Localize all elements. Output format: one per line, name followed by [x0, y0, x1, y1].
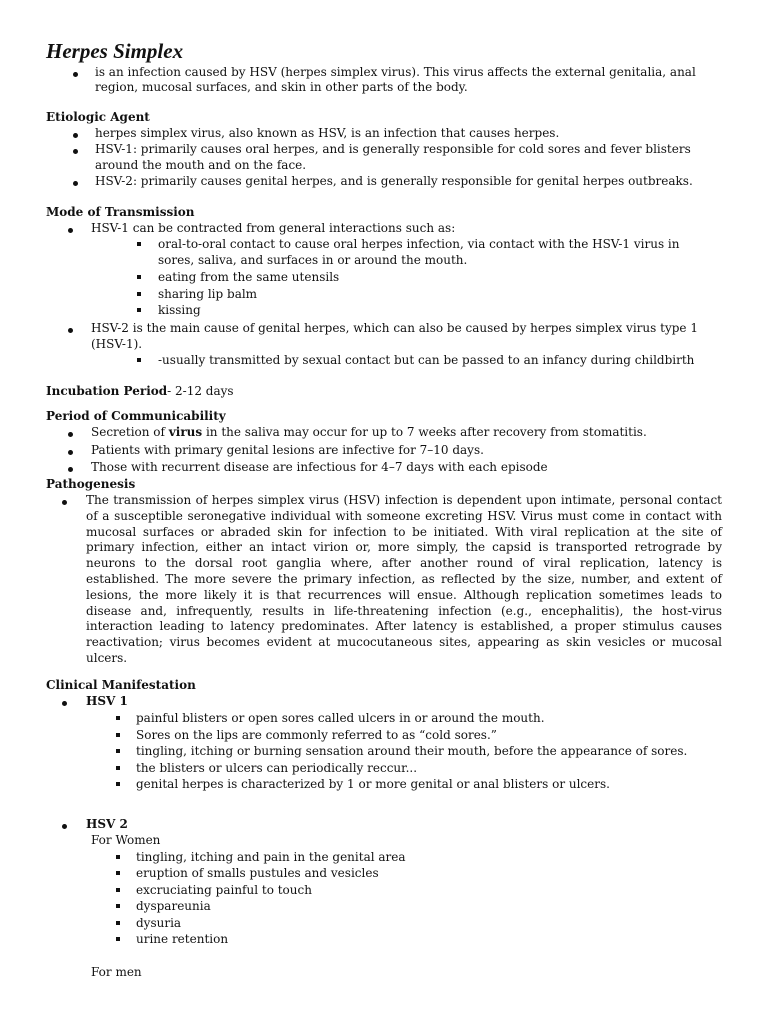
clinical-hsv1-item: tingling, itching or burning sensation around their mouth, before the appearance of sores. [136, 744, 688, 758]
bullet-square [137, 308, 141, 312]
bullet-square [116, 904, 120, 908]
clinical-women-item: dyspareunia [136, 899, 211, 913]
pathogenesis-paragraph: The transmission of herpes simplex virus (HSV) infection is dependent upon intimate, personal contact of a susceptible seronegative individual with someone excreting HSV. Virus must come in contact with mucosal surfaces or abraded skin for infection to be initiated. With viral replication at the site of primary infection, either an intact virion or, more simply, the capsid is transported retrograde by neurons to the dorsal root ganglia where, after another round of viral replication, latency is established. The more severe the primary infection, as reflected by the size, number, and extent of lesions, the more likely it is that recurrences will ensue. Although replication sometimes leads to disease and, infrequently, results in life-threatening infection (e.g., encephalitis), the host-virus interaction leading to latency predominates. After latency is established, a proper stimulus causes reactivation; virus becomes evident at mucocutaneous sites, appearing as skin vesicles or mucosal ulcers. [86, 493, 722, 665]
bullet-dot [68, 432, 73, 437]
communicability-item-3: Those with recurrent disease are infectious for 4–7 days with each episode [91, 460, 548, 474]
bullet-square [116, 855, 120, 859]
bullet-square [116, 888, 120, 892]
etiologic-heading: Etiologic Agent [46, 110, 150, 124]
etiologic-item-3: HSV-2: primarily causes genital herpes, and is generally responsible for genital herpes outbreaks. [95, 174, 693, 188]
bullet-dot [68, 228, 73, 233]
transmission-heading: Mode of Transmission [46, 205, 195, 219]
clinical-heading: Clinical Manifestation [46, 678, 196, 692]
bullet-square [137, 242, 141, 246]
communicability-item-1-c: in the saliva may occur for up to 7 weeks after recovery from stomatitis. [202, 425, 647, 439]
clinical-hsv1-label: HSV 1 [86, 694, 128, 708]
bullet-square [116, 749, 120, 753]
clinical-men-label: For men [91, 965, 142, 979]
communicability-item-1-b: virus [168, 425, 203, 439]
incubation-heading: Incubation Period [46, 384, 168, 398]
clinical-women-item: excruciating painful to touch [136, 883, 312, 897]
bullet-square [116, 716, 120, 720]
bullet-square [116, 937, 120, 941]
bullet-dot [62, 500, 67, 505]
bullet-square [116, 871, 120, 875]
bullet-dot [62, 701, 67, 706]
clinical-hsv1-item: painful blisters or open sores called ulcers in or around the mouth. [136, 711, 545, 725]
clinical-hsv1-item: genital herpes is characterized by 1 or more genital or anal blisters or ulcers. [136, 777, 610, 791]
intro-line-1: is an infection caused by HSV (herpes simplex virus). This virus affects the external genitalia, anal [95, 65, 696, 79]
etiologic-item-2-line-1: HSV-1: primarily causes oral herpes, and is generally responsible for cold sores and fever blisters [95, 142, 691, 156]
bullet-square [137, 358, 141, 362]
etiologic-item-1: herpes simplex virus, also known as HSV, is an infection that causes herpes. [95, 126, 560, 140]
pathogenesis-heading: Pathogenesis [46, 477, 136, 491]
transmission-hsv2-sub: -usually transmitted by sexual contact but can be passed to an infancy during childbirth [158, 353, 695, 367]
communicability-item-1-a: Secretion of [91, 425, 169, 439]
bullet-dot [73, 149, 78, 154]
bullet-dot [73, 72, 78, 77]
clinical-women-item: tingling, itching and pain in the genital area [136, 850, 406, 864]
bullet-square [116, 921, 120, 925]
transmission-sub-4: kissing [158, 303, 201, 317]
bullet-dot [73, 181, 78, 186]
bullet-dot [68, 450, 73, 455]
page-title: Herpes Simplex [46, 39, 184, 63]
clinical-women-item: dysuria [136, 916, 182, 930]
bullet-square [116, 733, 120, 737]
transmission-sub-1-line-2: sores, saliva, and surfaces in or around the mouth. [158, 253, 468, 267]
bullet-square [116, 782, 120, 786]
clinical-women-label: For Women [91, 833, 161, 847]
clinical-hsv2-label: HSV 2 [86, 817, 128, 831]
communicability-item-2: Patients with primary genital lesions are infective for 7–10 days. [91, 443, 484, 457]
transmission-hsv1-intro: HSV-1 can be contracted from general interactions such as: [91, 221, 456, 235]
clinical-hsv1-item: Sores on the lips are commonly referred to as “cold sores.” [136, 728, 497, 742]
clinical-women-item: eruption of smalls pustules and vesicles [136, 866, 379, 880]
bullet-square [137, 275, 141, 279]
clinical-women-item: urine retention [136, 932, 229, 946]
bullet-dot [68, 328, 73, 333]
bullet-square [137, 292, 141, 296]
bullet-square [116, 766, 120, 770]
transmission-sub-3: sharing lip balm [158, 287, 258, 301]
etiologic-item-2-line-2: around the mouth and on the face. [95, 158, 307, 172]
bullet-dot [68, 467, 73, 472]
communicability-heading: Period of Communicability [46, 409, 226, 423]
incubation-value: - 2-12 days [167, 384, 234, 398]
bullet-dot [62, 824, 67, 829]
incubation-row [46, 383, 234, 399]
transmission-sub-2: eating from the same utensils [158, 270, 340, 284]
clinical-hsv1-item: the blisters or ulcers can periodically reccur... [136, 761, 418, 775]
bullet-dot [73, 133, 78, 138]
intro-line-2: region, mucosal surfaces, and skin in other parts of the body. [95, 80, 468, 94]
transmission-hsv2-line-2: (HSV-1). [91, 337, 143, 351]
transmission-sub-1-line-1: oral-to-oral contact to cause oral herpes infection, via contact with the HSV-1 virus in [158, 237, 680, 251]
transmission-hsv2-line-1: HSV-2 is the main cause of genital herpes, which can also be caused by herpes simplex virus type 1 [91, 321, 698, 335]
communicability-item-1 [91, 424, 647, 440]
